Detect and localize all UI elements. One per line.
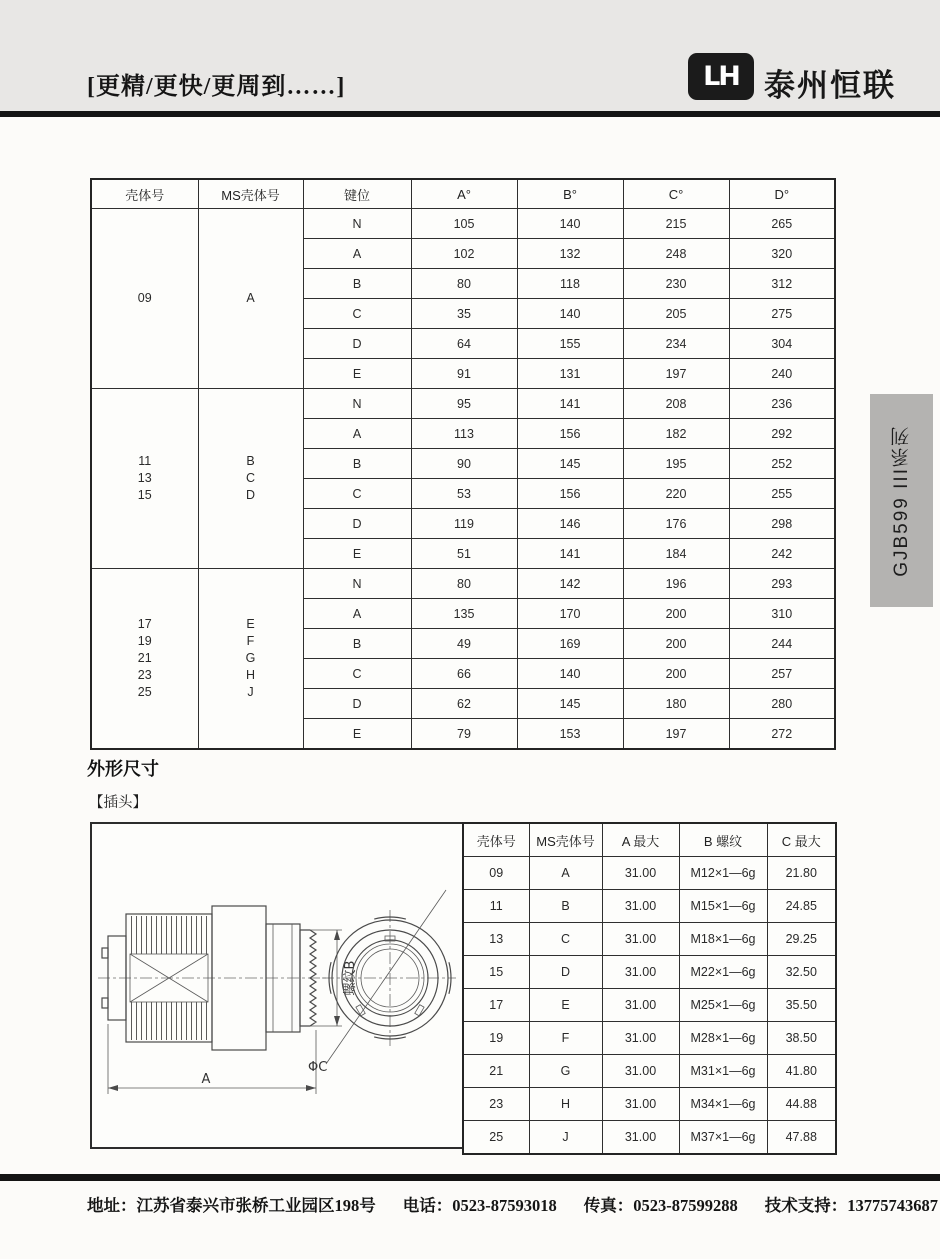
key-position-cell: D <box>303 329 411 359</box>
plug-dimensions-table <box>462 822 837 1155</box>
angle-value-cell: 205 <box>623 299 729 329</box>
angle-value-cell: 62 <box>411 689 517 719</box>
column-header: D° <box>729 179 835 209</box>
angle-value-cell: 257 <box>729 659 835 689</box>
angle-value-cell: 182 <box>623 419 729 449</box>
table-row <box>463 1088 836 1121</box>
angle-value-cell: 153 <box>517 719 623 750</box>
dimension-value-cell: 19 <box>463 1022 529 1055</box>
company-logo-icon <box>688 53 754 100</box>
angle-value-cell: 240 <box>729 359 835 389</box>
dimension-value-cell: 32.50 <box>767 956 836 989</box>
footer-address: 地址：江苏省泰兴市张桥工业园区198号 <box>87 1196 376 1215</box>
column-header: 壳体号 <box>91 179 198 209</box>
dimension-value-cell: 31.00 <box>602 1022 679 1055</box>
footer-divider <box>0 1174 940 1181</box>
key-position-cell: A <box>303 599 411 629</box>
dimension-value-cell: 23 <box>463 1088 529 1121</box>
ms-shell-cell: E F G H J <box>198 569 303 750</box>
footer-contact-info <box>87 1192 938 1216</box>
angle-value-cell: 230 <box>623 269 729 299</box>
footer-tech-support: 技术支持：13775743687 <box>764 1196 938 1215</box>
dimension-value-cell: E <box>529 989 602 1022</box>
key-position-cell: E <box>303 359 411 389</box>
dim-label-phi-c: ΦC <box>308 1060 328 1075</box>
angle-value-cell: 176 <box>623 509 729 539</box>
dimension-value-cell: 38.50 <box>767 1022 836 1055</box>
angle-value-cell: 91 <box>411 359 517 389</box>
angle-value-cell: 131 <box>517 359 623 389</box>
table-row <box>463 890 836 923</box>
angle-value-cell: 234 <box>623 329 729 359</box>
header-divider <box>0 111 940 117</box>
angle-value-cell: 119 <box>411 509 517 539</box>
angle-value-cell: 156 <box>517 419 623 449</box>
angle-value-cell: 169 <box>517 629 623 659</box>
dimensions-table-body <box>463 857 836 1155</box>
angle-value-cell: 220 <box>623 479 729 509</box>
table-row <box>463 923 836 956</box>
ms-shell-cell: B C D <box>198 389 303 569</box>
angle-value-cell: 118 <box>517 269 623 299</box>
dimension-value-cell: 09 <box>463 857 529 890</box>
column-header: MS壳体号 <box>529 823 602 857</box>
dim-label-a: A <box>201 1072 211 1087</box>
angle-value-cell: 312 <box>729 269 835 299</box>
key-position-cell: N <box>303 389 411 419</box>
dimension-value-cell: 31.00 <box>602 857 679 890</box>
table-row <box>91 569 835 599</box>
series-tab-label: GJB599 III系列 <box>891 424 912 577</box>
angle-value-cell: 90 <box>411 449 517 479</box>
dimension-value-cell: 21 <box>463 1055 529 1088</box>
angle-value-cell: 298 <box>729 509 835 539</box>
dimension-value-cell: 47.88 <box>767 1121 836 1155</box>
table-row <box>463 1055 836 1088</box>
column-header: 壳体号 <box>463 823 529 857</box>
angle-value-cell: 304 <box>729 329 835 359</box>
angle-value-cell: 140 <box>517 209 623 239</box>
angle-value-cell: 156 <box>517 479 623 509</box>
angle-value-cell: 200 <box>623 629 729 659</box>
dimension-value-cell: 44.88 <box>767 1088 836 1121</box>
dimension-value-cell: F <box>529 1022 602 1055</box>
angle-value-cell: 170 <box>517 599 623 629</box>
dimension-value-cell: M31×1—6g <box>679 1055 767 1088</box>
angle-value-cell: 255 <box>729 479 835 509</box>
table-row <box>463 1022 836 1055</box>
ms-shell-cell: A <box>198 209 303 389</box>
dimension-value-cell: 11 <box>463 890 529 923</box>
shell-number-cell: 17 19 21 23 25 <box>91 569 198 750</box>
angle-value-cell: 292 <box>729 419 835 449</box>
dimension-value-cell: 21.80 <box>767 857 836 890</box>
table-row <box>463 956 836 989</box>
angle-value-cell: 145 <box>517 689 623 719</box>
angle-value-cell: 265 <box>729 209 835 239</box>
angle-value-cell: 105 <box>411 209 517 239</box>
dimension-value-cell: J <box>529 1121 602 1155</box>
angle-value-cell: 141 <box>517 539 623 569</box>
column-header: B 螺纹 <box>679 823 767 857</box>
angle-value-cell: 242 <box>729 539 835 569</box>
dimension-value-cell: M37×1—6g <box>679 1121 767 1155</box>
footer-phone: 电话：0523-87593018 <box>402 1196 557 1215</box>
dimension-value-cell: G <box>529 1055 602 1088</box>
dimension-value-cell: 41.80 <box>767 1055 836 1088</box>
table-row <box>91 389 835 419</box>
key-position-cell: C <box>303 299 411 329</box>
column-header: A° <box>411 179 517 209</box>
dimension-value-cell: M15×1—6g <box>679 890 767 923</box>
key-position-cell: B <box>303 449 411 479</box>
table-row <box>463 1121 836 1155</box>
angle-value-cell: 64 <box>411 329 517 359</box>
connector-drawing-svg <box>94 828 456 1143</box>
angle-value-cell: 200 <box>623 599 729 629</box>
brand-name: 泰州恒联 <box>764 68 896 103</box>
angle-value-cell: 208 <box>623 389 729 419</box>
key-position-cell: N <box>303 569 411 599</box>
angle-value-cell: 244 <box>729 629 835 659</box>
angle-value-cell: 49 <box>411 629 517 659</box>
angle-dimensions-table <box>90 178 836 750</box>
key-position-cell: D <box>303 689 411 719</box>
dimension-value-cell: 13 <box>463 923 529 956</box>
dimension-value-cell: A <box>529 857 602 890</box>
key-position-cell: E <box>303 719 411 750</box>
logo-monogram: LH <box>703 61 739 92</box>
key-position-cell: C <box>303 479 411 509</box>
key-position-cell: D <box>303 509 411 539</box>
key-position-cell: E <box>303 539 411 569</box>
angle-value-cell: 195 <box>623 449 729 479</box>
column-header: B° <box>517 179 623 209</box>
angle-value-cell: 248 <box>623 239 729 269</box>
angle-value-cell: 53 <box>411 479 517 509</box>
dimension-value-cell: 31.00 <box>602 1088 679 1121</box>
dimension-value-cell: M34×1—6g <box>679 1088 767 1121</box>
dimensions-header-row <box>463 823 836 857</box>
angle-value-cell: 135 <box>411 599 517 629</box>
angle-value-cell: 275 <box>729 299 835 329</box>
angle-value-cell: 320 <box>729 239 835 269</box>
series-tab <box>870 394 933 607</box>
dimension-value-cell: 31.00 <box>602 1055 679 1088</box>
slogan-text: [更精/更快/更周到……] <box>87 74 346 100</box>
dimension-value-cell: 35.50 <box>767 989 836 1022</box>
dimension-value-cell: 24.85 <box>767 890 836 923</box>
section-subtitle: 【插头】 <box>89 795 147 811</box>
dimension-value-cell: M22×1—6g <box>679 956 767 989</box>
shell-number-cell: 11 13 15 <box>91 389 198 569</box>
dimension-value-cell: 17 <box>463 989 529 1022</box>
shell-number-cell: 09 <box>91 209 198 389</box>
angle-value-cell: 180 <box>623 689 729 719</box>
dimension-value-cell: D <box>529 956 602 989</box>
dimension-value-cell: H <box>529 1088 602 1121</box>
dimension-value-cell: 31.00 <box>602 923 679 956</box>
dimension-value-cell: 31.00 <box>602 956 679 989</box>
key-position-cell: C <box>303 659 411 689</box>
dimension-value-cell: M25×1—6g <box>679 989 767 1022</box>
angle-value-cell: 80 <box>411 569 517 599</box>
table-row <box>463 989 836 1022</box>
connector-technical-drawing <box>94 828 456 1143</box>
angle-value-cell: 293 <box>729 569 835 599</box>
dimension-value-cell: 15 <box>463 956 529 989</box>
angle-value-cell: 155 <box>517 329 623 359</box>
dimension-value-cell: 25 <box>463 1121 529 1155</box>
angle-value-cell: 79 <box>411 719 517 750</box>
table-row <box>91 209 835 239</box>
dimension-value-cell: M28×1—6g <box>679 1022 767 1055</box>
angle-value-cell: 141 <box>517 389 623 419</box>
angle-value-cell: 252 <box>729 449 835 479</box>
angle-value-cell: 113 <box>411 419 517 449</box>
key-position-cell: A <box>303 419 411 449</box>
column-header: A 最大 <box>602 823 679 857</box>
dimension-value-cell: B <box>529 890 602 923</box>
angle-value-cell: 95 <box>411 389 517 419</box>
key-position-cell: A <box>303 239 411 269</box>
angle-value-cell: 140 <box>517 659 623 689</box>
angle-value-cell: 310 <box>729 599 835 629</box>
page-header <box>0 0 940 111</box>
angle-value-cell: 200 <box>623 659 729 689</box>
angle-value-cell: 102 <box>411 239 517 269</box>
angle-value-cell: 236 <box>729 389 835 419</box>
angle-value-cell: 142 <box>517 569 623 599</box>
angle-value-cell: 280 <box>729 689 835 719</box>
dim-label-thread-b: 螺纹B <box>343 960 358 996</box>
angle-value-cell: 132 <box>517 239 623 269</box>
dimension-value-cell: C <box>529 923 602 956</box>
angle-value-cell: 35 <box>411 299 517 329</box>
column-header: C° <box>623 179 729 209</box>
dimension-value-cell: M12×1—6g <box>679 857 767 890</box>
dimension-value-cell: 29.25 <box>767 923 836 956</box>
section-title: 外形尺寸 <box>87 759 159 779</box>
front-view <box>308 890 456 1075</box>
key-position-cell: B <box>303 269 411 299</box>
angle-value-cell: 272 <box>729 719 835 750</box>
angles-table-body <box>91 209 835 750</box>
angle-value-cell: 215 <box>623 209 729 239</box>
footer-fax: 传真：0523-87599288 <box>583 1196 738 1215</box>
table-row <box>463 857 836 890</box>
angle-value-cell: 197 <box>623 359 729 389</box>
angle-value-cell: 184 <box>623 539 729 569</box>
angle-value-cell: 80 <box>411 269 517 299</box>
dimension-value-cell: 31.00 <box>602 1121 679 1155</box>
angle-value-cell: 196 <box>623 569 729 599</box>
dimension-value-cell: M18×1—6g <box>679 923 767 956</box>
angle-value-cell: 66 <box>411 659 517 689</box>
key-position-cell: N <box>303 209 411 239</box>
dimension-value-cell: 31.00 <box>602 890 679 923</box>
angle-value-cell: 145 <box>517 449 623 479</box>
angle-value-cell: 197 <box>623 719 729 750</box>
column-header: MS壳体号 <box>198 179 303 209</box>
column-header: 键位 <box>303 179 411 209</box>
angles-header-row <box>91 179 835 209</box>
angle-value-cell: 140 <box>517 299 623 329</box>
dimension-value-cell: 31.00 <box>602 989 679 1022</box>
angle-value-cell: 146 <box>517 509 623 539</box>
column-header: C 最大 <box>767 823 836 857</box>
key-position-cell: B <box>303 629 411 659</box>
angle-value-cell: 51 <box>411 539 517 569</box>
